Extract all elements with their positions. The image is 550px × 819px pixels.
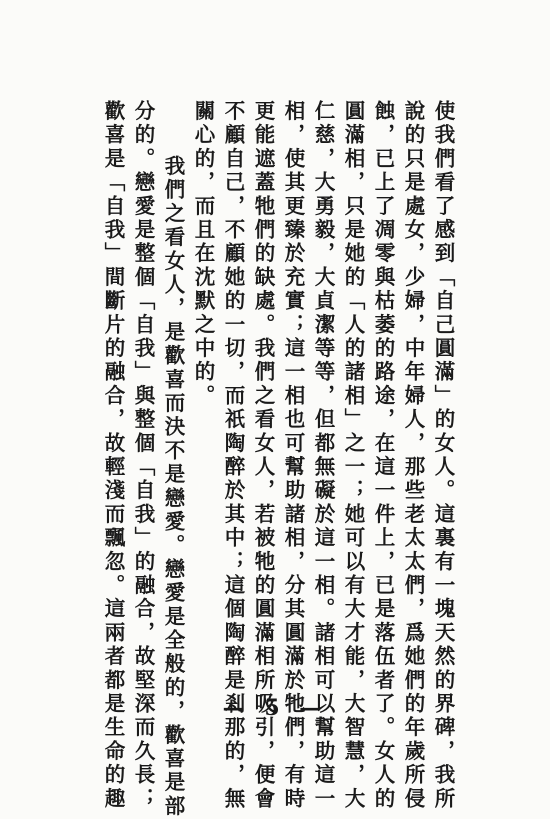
text-column-2: 說的只是處女，少婦，中年婦人，那些老太太們，爲她們的年歲所侵 (401, 100, 425, 811)
text-column-9: 關心的，而且在沈默之中的。 (191, 100, 215, 409)
page-number: — 5 — (222, 695, 328, 721)
vertical-text-block (94, 100, 458, 819)
text-column-11: 分的。戀愛是整個「自我」與整個「自我」的融合，故堅深而久長； (131, 100, 155, 811)
text-column-8: 不顧自己，不顧她的一切，而祇陶醉於其中；這個陶醉是剎那的，無 (221, 100, 245, 811)
text-column-10: 我們之看女人，是歡喜而決不是戀愛。戀愛是全般的，歡喜是部 (161, 155, 185, 819)
text-column-4: 圓滿相，只是她的「人的諸相」之一；她可以有大才能，大智慧，大 (341, 100, 365, 811)
text-column-12: 歡喜是「自我」間斷片的融合，故輕淺而飄忽。這兩者都是生命的趣 (101, 100, 125, 811)
text-column-1: 使我們看了感到「自己圓滿」的女人。這裏有一塊天然的界碑，我所 (431, 100, 455, 811)
text-column-5: 仁慈，大勇毅，大貞潔等等，但都無礙於這一相。諸相可以幫助這一 (311, 100, 335, 811)
text-column-7: 更能遮蓋牠們的缺處。我們之看女人，若被牠的圓滿相所吸引，便會 (251, 100, 275, 811)
text-column-3: 蝕，已上了凋零與枯萎的路途，在這一件上，已是落伍者了。女人的 (371, 100, 395, 811)
text-column-6: 相，使其更臻於充實；這一相也可幫助諸相，分其圓滿於牠們，有時 (281, 100, 305, 811)
